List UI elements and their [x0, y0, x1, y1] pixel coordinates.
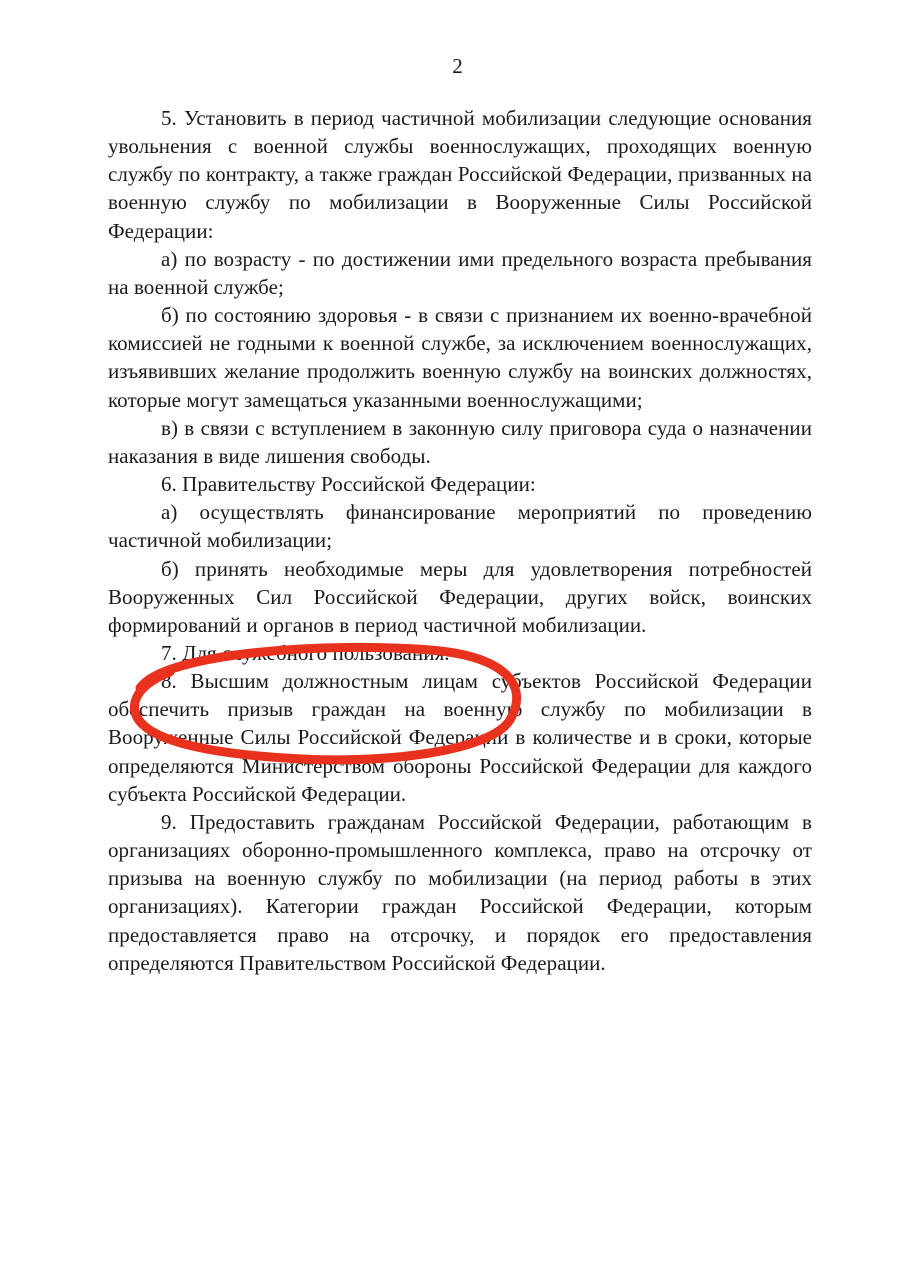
- page-number: 2: [452, 54, 463, 78]
- paragraph-7: 7. Для служебного пользования.: [161, 640, 450, 665]
- document-body: [108, 104, 812, 977]
- paragraph-8: 8. Высшим должностным лицам субъектов Российской Федерации обеспечить призыв граждан на военную службу по мобилизации в Вооруженные Силы Российской Федерации в количестве и в сроки, которые определяются Министерством обороны Российской Федерации для каждого субъекта Российской Федерации.: [108, 669, 812, 806]
- paragraph-6: 6. Правительству Российской Федерации:: [161, 472, 536, 497]
- paragraph-6a: а) осуществлять финансирование мероприятий по проведению частичной мобилизации;: [108, 500, 812, 553]
- paragraph-6b: б) принять необходимые меры для удовлетворения потребностей Вооруженных Сил Российской Федерации, других войск, воинских формирований и органов в период частичной мобилизации.: [108, 556, 812, 637]
- paragraph-5v: в) в связи с вступлением в законную силу приговора суда о назначении наказания в виде лишения свободы.: [108, 415, 812, 468]
- paragraph-9: 9. Предоставить гражданам Российской Федерации, работающим в организациях оборонно-промышленного комплекса, право на отсрочку от призыва на военную службу по мобилизации (на период работы в этих организациях). Категории граждан Российской Федерации, которым предоставляется право на отсрочку, и порядок его предоставления определяются Правительством Российской Федерации.: [108, 809, 812, 975]
- paragraph-5b: б) по состоянию здоровья - в связи с признанием их военно-врачебной комиссией не годными к военной службе, за исключением военнослужащих, изъявивших желание продолжить военную службу на воинских должностях, которые могут замещаться указанными военнослужащими;: [108, 303, 812, 412]
- paragraph-5: 5. Установить в период частичной мобилизации следующие основания увольнения с военной службы военнослужащих, проходящих военную службу по контракту, а также граждан Российской Федерации, призванных на военную службу по мобилизации в Вооруженные Силы Российской Федерации:: [108, 106, 812, 243]
- paragraph-5a: а) по возрасту - по достижении ими предельного возраста пребывания на военной службе;: [108, 246, 812, 299]
